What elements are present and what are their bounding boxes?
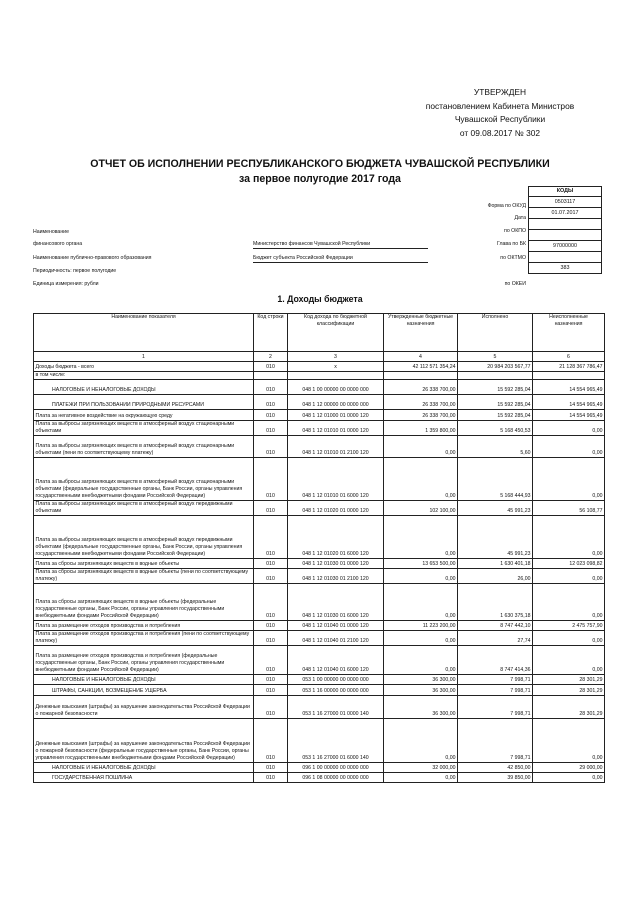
cell-executed: 7 998,71 (458, 719, 533, 763)
periodicity-value (529, 251, 602, 262)
cell-executed: 27,74 (458, 631, 533, 646)
periodicity-label: Периодичность: первое полугодие (33, 268, 117, 274)
table-row (34, 436, 605, 458)
cell-remaining: 0,00 (533, 516, 605, 559)
approval-line-1: УТВЕРЖДЕН (473, 87, 527, 97)
cell-line: 010 (254, 584, 288, 621)
cell-executed (458, 372, 533, 380)
table-row (34, 421, 605, 436)
cell-executed: 42 850,00 (458, 763, 533, 773)
cell-code: 048 1 12 01010 01 6000 120 (288, 458, 384, 501)
codes-header: КОДЫ (529, 187, 602, 197)
table-row (34, 584, 605, 621)
cell-code: 048 1 12 01030 01 2100 120 (288, 569, 384, 584)
cell-executed: 1 630 375,18 (458, 584, 533, 621)
cell-line: 010 (254, 696, 288, 719)
cell-approved: 32 000,00 (384, 763, 458, 773)
cell-approved: 0,00 (384, 569, 458, 584)
cell-approved: 0,00 (384, 773, 458, 783)
approval-block (400, 86, 600, 140)
cell-line: 010 (254, 631, 288, 646)
cell-remaining: 14 554 965,49 (533, 380, 605, 395)
table-header-row (34, 314, 605, 352)
cell-executed: 1 630 401,18 (458, 559, 533, 569)
cell-code: 048 1 00 00000 00 0000 000 (288, 380, 384, 395)
cell-name: ШТРАФЫ, САНКЦИИ, ВОЗМЕЩЕНИЕ УЩЕРБА (34, 685, 254, 696)
cell-remaining: 0,00 (533, 719, 605, 763)
cell-name: Плата за размещение отходов производства и потребления (34, 621, 254, 631)
column-number: 6 (533, 352, 605, 362)
cell-code: 048 1 12 01000 01 0000 120 (288, 410, 384, 421)
cell-name: Плата за размещение отходов производства и потребления (пени по соответствующему платежу) (34, 631, 254, 646)
cell-name: Плата за сбросы загрязняющих веществ в водные объекты (34, 559, 254, 569)
column-numbers-row (34, 352, 605, 362)
cell-code: x (288, 362, 384, 372)
column-number: 3 (288, 352, 384, 362)
date-label: Дата (514, 215, 526, 221)
cell-line: 010 (254, 569, 288, 584)
cell-line: 010 (254, 380, 288, 395)
fin-org-value: Министерство финансов Чувашской Республики (253, 241, 428, 249)
cell-remaining: 0,00 (533, 569, 605, 584)
cell-remaining: 0,00 (533, 631, 605, 646)
cell-name: Денежные взыскания (штрафы) за нарушение законодательства Российской Федерации о пожарной безопасности (федеральные государственные органы, Банк России, органы управления государственными внебюджетными фондами Российской Федерации) (34, 719, 254, 763)
cell-line: 010 (254, 763, 288, 773)
cell-executed: 15 592 285,04 (458, 380, 533, 395)
table-row (34, 685, 605, 696)
cell-name: Плата за выбросы загрязняющих веществ в атмосферный воздух стационарными объектами (федеральные государственные органы, Банк России, органы управления государственными внебюджетными фондами Российской Федерации) (34, 458, 254, 501)
cell-approved: 0,00 (384, 458, 458, 501)
cell-remaining: 56 108,77 (533, 501, 605, 516)
cell-code: 053 1 16 27000 01 6000 140 (288, 719, 384, 763)
approval-line-3: Чувашской Республики (454, 114, 546, 124)
column-header-executed: Исполнено (458, 314, 533, 352)
cell-name: Плата за выбросы загрязняющих веществ в атмосферный воздух передвижными объектами (федеральные государственные органы, Банк России, органы управления государственными внебюджетными фондами Российской Федерации) (34, 516, 254, 559)
okpo-label: по ОКПО (504, 228, 526, 234)
table-row (34, 380, 605, 395)
cell-remaining: 0,00 (533, 436, 605, 458)
cell-approved: 42 112 571 354,24 (384, 362, 458, 372)
cell-executed: 5,60 (458, 436, 533, 458)
okud-label: Форма по ОКУД (487, 203, 526, 209)
cell-line: 010 (254, 559, 288, 569)
table-row (34, 621, 605, 631)
table-row (34, 763, 605, 773)
column-header-line: Код строки (254, 314, 288, 352)
cell-remaining: 21 128 367 786,47 (533, 362, 605, 372)
fin-org-label: финансового органа (33, 241, 83, 247)
table-row (34, 675, 605, 685)
table-row (34, 395, 605, 410)
cell-line: 010 (254, 773, 288, 783)
cell-executed: 45 991,23 (458, 516, 533, 559)
cell-name: Плата за выбросы загрязняющих веществ в атмосферный воздух стационарными объектами (пени по соответствующему платежу) (34, 436, 254, 458)
cell-code: 048 1 12 01030 01 6000 120 (288, 584, 384, 621)
cell-name: Плата за размещение отходов производства и потребления (федеральные государственные органы, Банк России, органы управления государственными внебюджетными фондами Российской Федерации) (34, 646, 254, 675)
table-row (34, 362, 605, 372)
cell-executed: 15 592 285,04 (458, 410, 533, 421)
approval-line-2: постановлением Кабинета Министров (425, 100, 575, 111)
table-row (34, 773, 605, 783)
cell-executed: 8 747 414,36 (458, 646, 533, 675)
cell-code: 048 1 12 01040 01 6000 120 (288, 646, 384, 675)
cell-executed: 7 998,71 (458, 696, 533, 719)
table-row (34, 372, 605, 380)
okei-value: 383 (529, 262, 602, 273)
cell-name: НАЛОГОВЫЕ И НЕНАЛОГОВЫЕ ДОХОДЫ (34, 380, 254, 395)
cell-executed: 15 592 285,04 (458, 395, 533, 410)
cell-name: Плата за выбросы загрязняющих веществ в атмосферный воздух стационарными объектами (34, 421, 254, 436)
cell-remaining: 14 554 965,49 (533, 395, 605, 410)
cell-code: 048 1 12 01010 01 0000 120 (288, 421, 384, 436)
cell-remaining: 28 301,29 (533, 685, 605, 696)
cell-name: Доходы бюджета - всего (34, 362, 254, 372)
cell-remaining: 0,00 (533, 421, 605, 436)
cell-approved: 36 300,00 (384, 685, 458, 696)
glava-label: Глава по БК (496, 241, 526, 247)
cell-executed: 45 991,23 (458, 501, 533, 516)
column-header-remaining: Неисполненные назначения (533, 314, 605, 352)
cell-line: 010 (254, 646, 288, 675)
cell-executed: 7 998,71 (458, 685, 533, 696)
table-row (34, 458, 605, 501)
oktmo-label: по ОКТМО (500, 255, 526, 261)
cell-approved: 26 338 700,00 (384, 380, 458, 395)
table-row (34, 719, 605, 763)
cell-executed: 5 168 444,93 (458, 458, 533, 501)
cell-code: 048 1 12 01020 01 6000 120 (288, 516, 384, 559)
cell-name: Плата за выбросы загрязняющих веществ в атмосферный воздух передвижными объектами (34, 501, 254, 516)
cell-remaining: 28 301,29 (533, 675, 605, 685)
cell-code: 053 1 16 27000 01 0000 140 (288, 696, 384, 719)
table-row (34, 501, 605, 516)
cell-executed: 39 850,00 (458, 773, 533, 783)
cell-approved: 1 359 800,00 (384, 421, 458, 436)
codes-box (528, 186, 602, 274)
cell-approved: 0,00 (384, 631, 458, 646)
cell-approved: 102 100,00 (384, 501, 458, 516)
cell-line: 010 (254, 516, 288, 559)
cell-name: НАЛОГОВЫЕ И НЕНАЛОГОВЫЕ ДОХОДЫ (34, 675, 254, 685)
cell-line: 010 (254, 436, 288, 458)
cell-remaining: 0,00 (533, 458, 605, 501)
cell-approved (384, 372, 458, 380)
cell-remaining: 28 301,29 (533, 696, 605, 719)
revenue-table (33, 313, 605, 783)
cell-name: НАЛОГОВЫЕ И НЕНАЛОГОВЫЕ ДОХОДЫ (34, 763, 254, 773)
cell-line: 010 (254, 501, 288, 516)
cell-remaining: 0,00 (533, 773, 605, 783)
cell-executed: 26,00 (458, 569, 533, 584)
cell-approved: 0,00 (384, 516, 458, 559)
report-title: ОТЧЕТ ОБ ИСПОЛНЕНИИ РЕСПУБЛИКАНСКОГО БЮДЖЕТА ЧУВАШСКОЙ РЕСПУБЛИКИ (90, 158, 550, 170)
ppo-value: Бюджет субъекта Российской Федерации (253, 255, 428, 263)
cell-remaining: 14 554 965,49 (533, 410, 605, 421)
cell-code: 048 1 12 00000 00 0000 000 (288, 395, 384, 410)
column-header-approved: Утвержденные бюджетные назначения (384, 314, 458, 352)
table-row (34, 559, 605, 569)
cell-name: в том числе: (34, 372, 254, 380)
cell-remaining: 2 475 757,90 (533, 621, 605, 631)
cell-approved: 11 223 200,00 (384, 621, 458, 631)
cell-name: Плата за негативное воздействие на окружающую среду (34, 410, 254, 421)
cell-line: 010 (254, 410, 288, 421)
cell-name: Плата за сбросы загрязняющих веществ в водные объекты (федеральные государственные органы, Банк России, органы управления государственными внебюджетными фондами Российской Федерации) (34, 584, 254, 621)
cell-name: ПЛАТЕЖИ ПРИ ПОЛЬЗОВАНИИ ПРИРОДНЫМИ РЕСУРСАМИ (34, 395, 254, 410)
cell-approved: 0,00 (384, 436, 458, 458)
cell-name: Денежные взыскания (штрафы) за нарушение законодательства Российской Федерации о пожарной безопасности (34, 696, 254, 719)
cell-remaining: 29 000,00 (533, 763, 605, 773)
column-number: 4 (384, 352, 458, 362)
cell-code: 053 1 00 00000 00 0000 000 (288, 675, 384, 685)
cell-line: 010 (254, 675, 288, 685)
cell-code: 048 1 12 01010 01 2100 120 (288, 436, 384, 458)
table-row (34, 410, 605, 421)
cell-line: 010 (254, 458, 288, 501)
cell-executed: 8 747 442,10 (458, 621, 533, 631)
cell-approved: 13 653 500,00 (384, 559, 458, 569)
cell-approved: 26 338 700,00 (384, 410, 458, 421)
cell-approved: 36 300,00 (384, 675, 458, 685)
cell-line: 010 (254, 362, 288, 372)
column-number: 5 (458, 352, 533, 362)
name-label: Наименование (33, 229, 69, 235)
cell-remaining (533, 372, 605, 380)
okud-value: 0503117 (529, 196, 602, 207)
cell-executed: 5 168 450,53 (458, 421, 533, 436)
table-row (34, 569, 605, 584)
cell-remaining: 0,00 (533, 646, 605, 675)
cell-approved: 0,00 (384, 719, 458, 763)
column-header-name: Наименование показателя (34, 314, 254, 352)
cell-code: 048 1 12 01040 01 0000 120 (288, 621, 384, 631)
column-header-code: Код дохода по бюджетной классификации (288, 314, 384, 352)
oktmo-value: 97000000 (529, 240, 602, 251)
column-number: 1 (34, 352, 254, 362)
table-row (34, 646, 605, 675)
report-subtitle: за первое полугодие 2017 года (239, 173, 401, 185)
cell-code: 096 1 00 00000 00 0000 000 (288, 763, 384, 773)
cell-code: 048 1 12 01040 01 2100 120 (288, 631, 384, 646)
cell-line: 010 (254, 421, 288, 436)
cell-code (288, 372, 384, 380)
cell-executed: 7 998,71 (458, 675, 533, 685)
ppo-label: Наименование публично-правового образования (33, 255, 152, 261)
cell-approved: 36 300,00 (384, 696, 458, 719)
section-title: 1. Доходы бюджета (277, 294, 363, 304)
cell-remaining: 0,00 (533, 584, 605, 621)
cell-line (254, 372, 288, 380)
column-number: 2 (254, 352, 288, 362)
okei-label: по ОКЕИ (504, 281, 526, 287)
cell-name: ГОСУДАРСТВЕННАЯ ПОШЛИНА (34, 773, 254, 783)
cell-line: 010 (254, 621, 288, 631)
unit-label: Единица измерения: рубли (33, 281, 99, 287)
cell-remaining: 12 023 098,82 (533, 559, 605, 569)
cell-code: 048 1 12 01020 01 0000 120 (288, 501, 384, 516)
cell-line: 010 (254, 685, 288, 696)
date-value: 01.07.2017 (529, 207, 602, 218)
table-row (34, 696, 605, 719)
cell-code: 048 1 12 01030 01 0000 120 (288, 559, 384, 569)
cell-name: Плата за сбросы загрязняющих веществ в водные объекты (пени по соответствующему платежу) (34, 569, 254, 584)
table-row (34, 631, 605, 646)
cell-approved: 0,00 (384, 584, 458, 621)
okpo-value (529, 218, 602, 229)
cell-executed: 20 984 203 567,77 (458, 362, 533, 372)
cell-line: 010 (254, 719, 288, 763)
table-row (34, 516, 605, 559)
cell-code: 053 1 16 00000 00 0000 000 (288, 685, 384, 696)
cell-code: 096 1 08 00000 00 0000 000 (288, 773, 384, 783)
cell-line: 010 (254, 395, 288, 410)
cell-approved: 0,00 (384, 646, 458, 675)
cell-approved: 26 338 700,00 (384, 395, 458, 410)
approval-line-4: от 09.08.2017 № 302 (459, 127, 541, 138)
glava-value (529, 229, 602, 240)
